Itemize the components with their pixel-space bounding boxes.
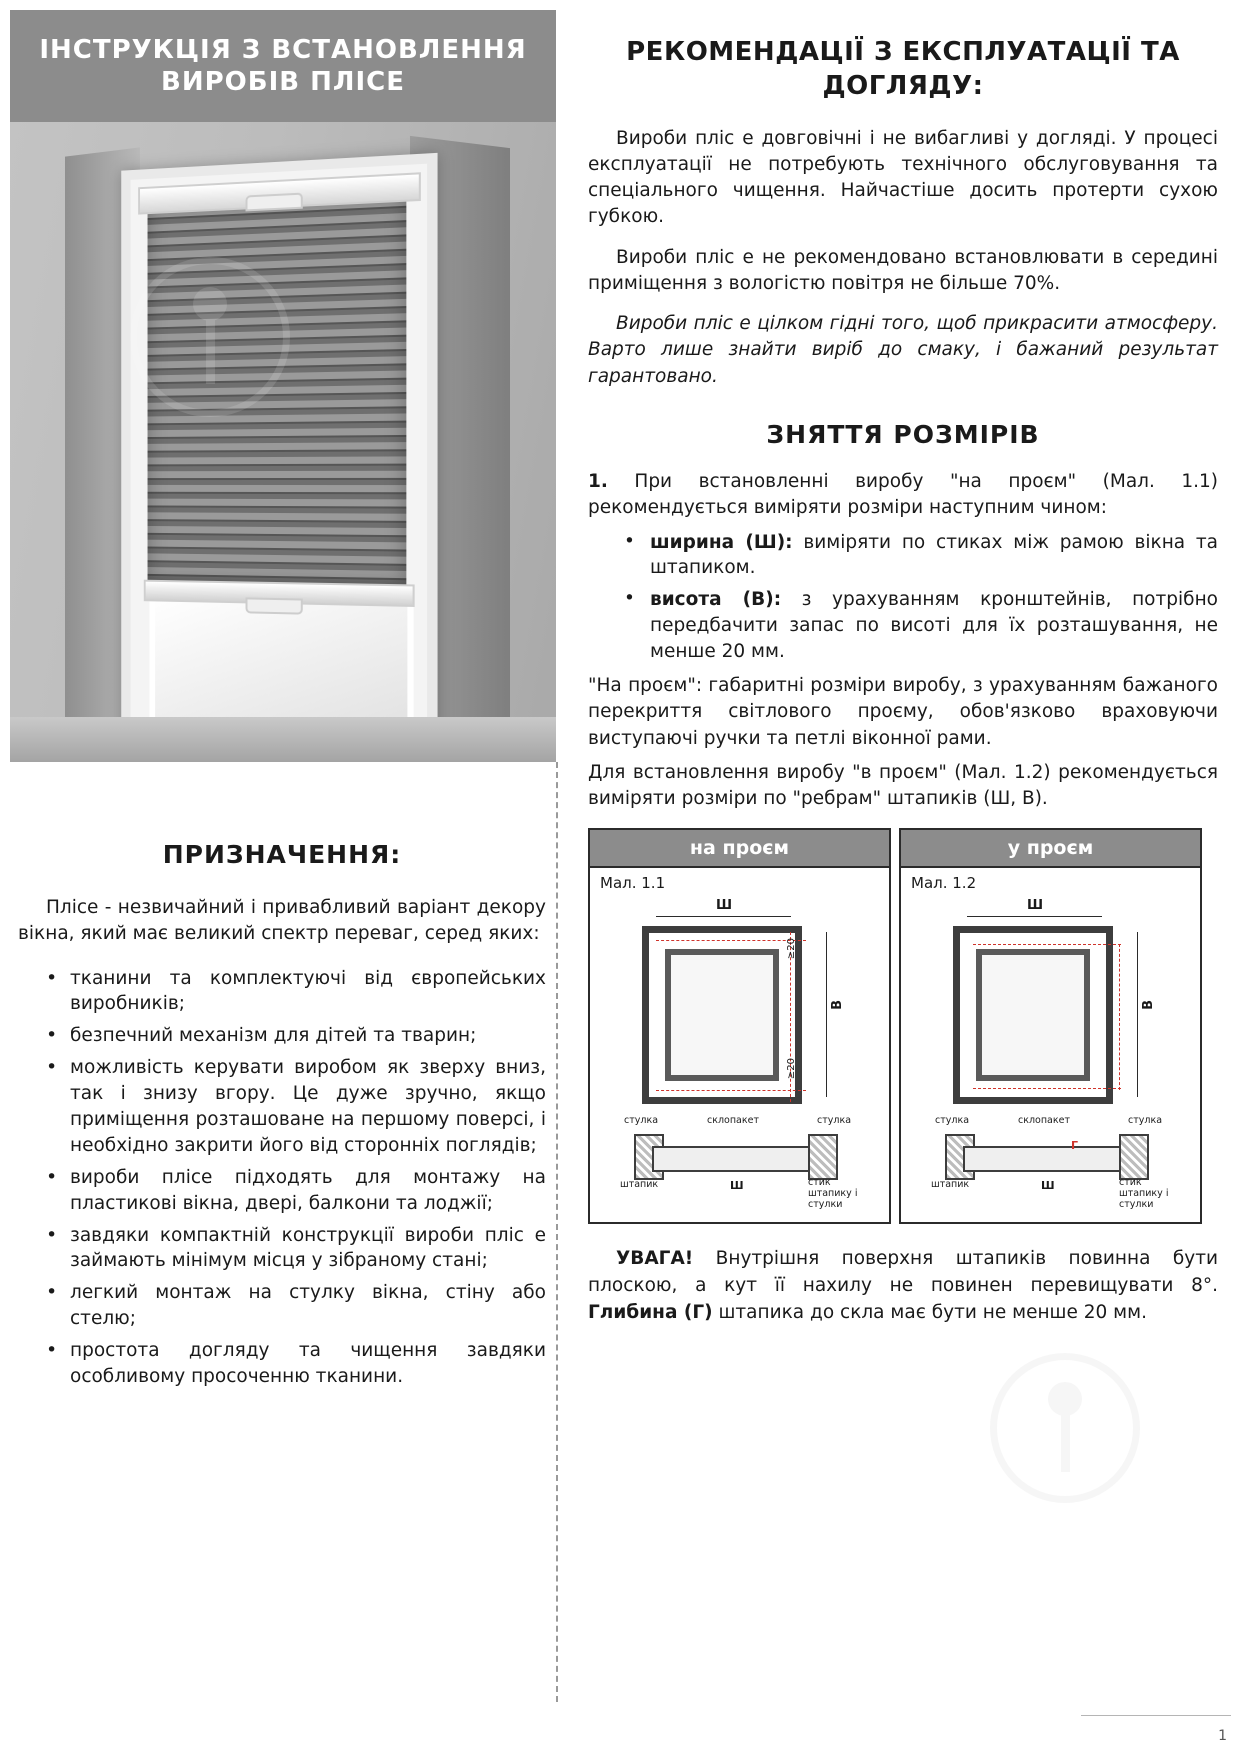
measurement-step-1 [588,469,1218,522]
height-dimension-line [826,932,827,1097]
photo-window-sill [10,717,556,762]
diagram-window-sash [976,949,1090,1081]
recommendations-heading: РЕКОМЕНДАЦІЇ З ЕКСПЛУАТАЦІЇ ТА ДОГЛЯДУ: [626,37,1180,101]
measurement-note-2: Для встановлення виробу "в проєм" (Мал. 1.2) рекомендується виміряти розміри по "ребрам" штапиків (Ш, В). [588,761,1218,810]
diagram-window-frame [953,926,1113,1104]
page-number: 1 [1218,1728,1227,1744]
purpose-section [18,840,546,1396]
warning-text-2: штапика до скла має бути не менше 20 мм. [712,1301,1147,1323]
rib-line-bottom [973,1088,1121,1089]
warning-text: Внутрішня поверхня штапиків повинна бути плоскою, а кут її нахилу не повинен перевищувати 8°. [588,1248,1218,1297]
width-dimension-line [967,916,1102,917]
list-item: • завдяки компактній конструкції вироби пліс е займають мінімум місця у зібраному стані; [18,1223,546,1275]
diagram-table [588,828,1218,1224]
left-column [0,0,556,1758]
diagram-u-proiem [899,828,1202,1224]
diagram-art [590,892,889,1222]
list-item: • вироби плісе підходять для монтажу на пластикові вікна, двері, балкони та лоджії; [18,1165,546,1217]
list-item: • легкий монтаж на стулку вікна, стіну або стелю; [18,1280,546,1332]
document-title-banner [10,10,556,122]
purpose-intro: Плісе - незвичайний і привабливий варіант декору вікна, який має великий спектр переваг, серед яких: [18,897,546,945]
rib-line-right [1119,944,1120,1090]
recommendation-paragraph: Вироби пліс е не рекомендовано встановлювати в середині приміщення з вологістю повітря не більше 70%. [588,246,1218,294]
section-label-width: Ш [730,1179,744,1193]
gap-top-label: ≥20 [786,938,797,960]
step-number: 1. [588,470,608,492]
list-item: • тканини та комплектуючі від європейських виробників; [18,966,546,1018]
section-label-glass: склопакет [1018,1115,1070,1127]
list-item [588,530,1218,582]
diagram-na-proiem [588,828,891,1224]
depth-mark-label: Г [1071,1139,1079,1153]
dimension-term: висота (В): [650,589,782,611]
list-item [588,587,1218,665]
column-divider [556,762,558,1702]
warning-label: УВАГА! [616,1248,694,1270]
section-label-right: стулка [817,1115,852,1127]
diagram-caption: Мал. 1.2 [911,874,977,893]
diagram-cross-section [923,1115,1181,1211]
diagram-art [901,892,1200,1222]
section-glass-unit [652,1146,826,1172]
dimension-bullet-list [588,530,1218,665]
step-text: При встановленні виробу "на проєм" (Мал. 1.1) рекомендується виміряти розміри наступним чином: [588,470,1218,519]
list-item: • простота догляду та чищення завдяки особливому просоченню тканини. [18,1338,546,1390]
overlap-line-bottom [656,1090,806,1091]
diagram-caption: Мал. 1.1 [600,874,666,893]
diagram-window-frame [642,926,802,1104]
warning-paragraph [588,1246,1218,1326]
section-label-width: Ш [1041,1179,1055,1193]
section-label-left: стулка [935,1115,970,1127]
recommendation-paragraph: Вироби пліс е довговічні і не вибагливі у догляді. У процесі експлуатації не потребують технічного обслуговування та спеціального чищення. Найчастіше досить протерти сухою губкою. [588,127,1218,228]
section-label-joint: стик штапику і стулки [1119,1177,1169,1211]
warning-bold-term: Глибина (Г) [588,1301,713,1323]
dimension-desc: з урахуванням кронштейнів, потрібно передбачити запас по висоті для їх розташування, не менше 20 мм. [650,589,1218,663]
photo-bottom-handle [246,597,303,614]
diagram-header: на проєм [590,830,889,868]
diagram-window-sash [665,949,779,1081]
diagram-cross-section [612,1115,870,1211]
measurement-heading: ЗНЯТТЯ РОЗМІРІВ [766,419,1040,449]
section-label-glass: склопакет [707,1115,759,1127]
right-column [588,36,1218,1327]
footer-rule [1081,1715,1231,1716]
height-label: В [830,1000,845,1011]
measurement-note-1: "На проєм": габаритні розміри виробу, з урахуванням бажаного перекриття світлового проєму, обов'язково враховуючи виступаючі ручки та петлі віконної рами. [588,674,1218,749]
section-label-left: стулка [624,1115,659,1127]
dimension-term: ширина (Ш): [650,531,793,553]
section-label-right: стулка [1128,1115,1163,1127]
photo-pleated-blind [148,193,407,587]
overlap-line-top [656,940,806,941]
dimension-desc: виміряти по стиках між рамою вікна та штапиком. [650,531,1219,579]
purpose-heading: ПРИЗНАЧЕННЯ: [162,840,402,869]
width-label: Ш [716,898,733,914]
height-dimension-line [1137,932,1138,1097]
width-label: Ш [1027,898,1044,914]
installation-photo [10,122,556,762]
section-sash-right [1119,1134,1149,1180]
gap-bottom-label: ≥20 [786,1058,797,1080]
list-item: • можливість керувати виробом як зверху вниз, так і знизу вгору. Це дуже зручно, якщо приміщення розташоване на першому поверсі, і необхідно закрити його від сторонніх поглядів; [18,1055,546,1159]
height-label: В [1141,1000,1156,1011]
photo-top-handle [246,193,303,212]
width-dimension-line [656,916,791,917]
list-item: • безпечний механізм для дітей та тварин; [18,1023,546,1049]
section-label-beading: штапик [931,1179,970,1191]
recommendation-paragraph-italic: Вироби пліс е цілком гідні того, щоб прикрасити атмосферу. Варто лише знайти виріб до смаку, і бажаний результат гарантовано. [588,313,1218,387]
section-glass-unit [963,1146,1137,1172]
purpose-bullet-list [18,966,546,1390]
section-label-joint: стик штапику і стулки [808,1177,858,1211]
section-label-beading: штапик [620,1179,659,1191]
photo-window-frame [121,153,437,762]
page-title: ІНСТРУКЦІЯ З ВСТАНОВЛЕННЯ ВИРОБІВ ПЛІСЕ [39,34,527,97]
rib-line-top [973,944,1121,945]
diagram-header: у проєм [901,830,1200,868]
section-sash-right [808,1134,838,1180]
watermark-icon [990,1353,1140,1503]
